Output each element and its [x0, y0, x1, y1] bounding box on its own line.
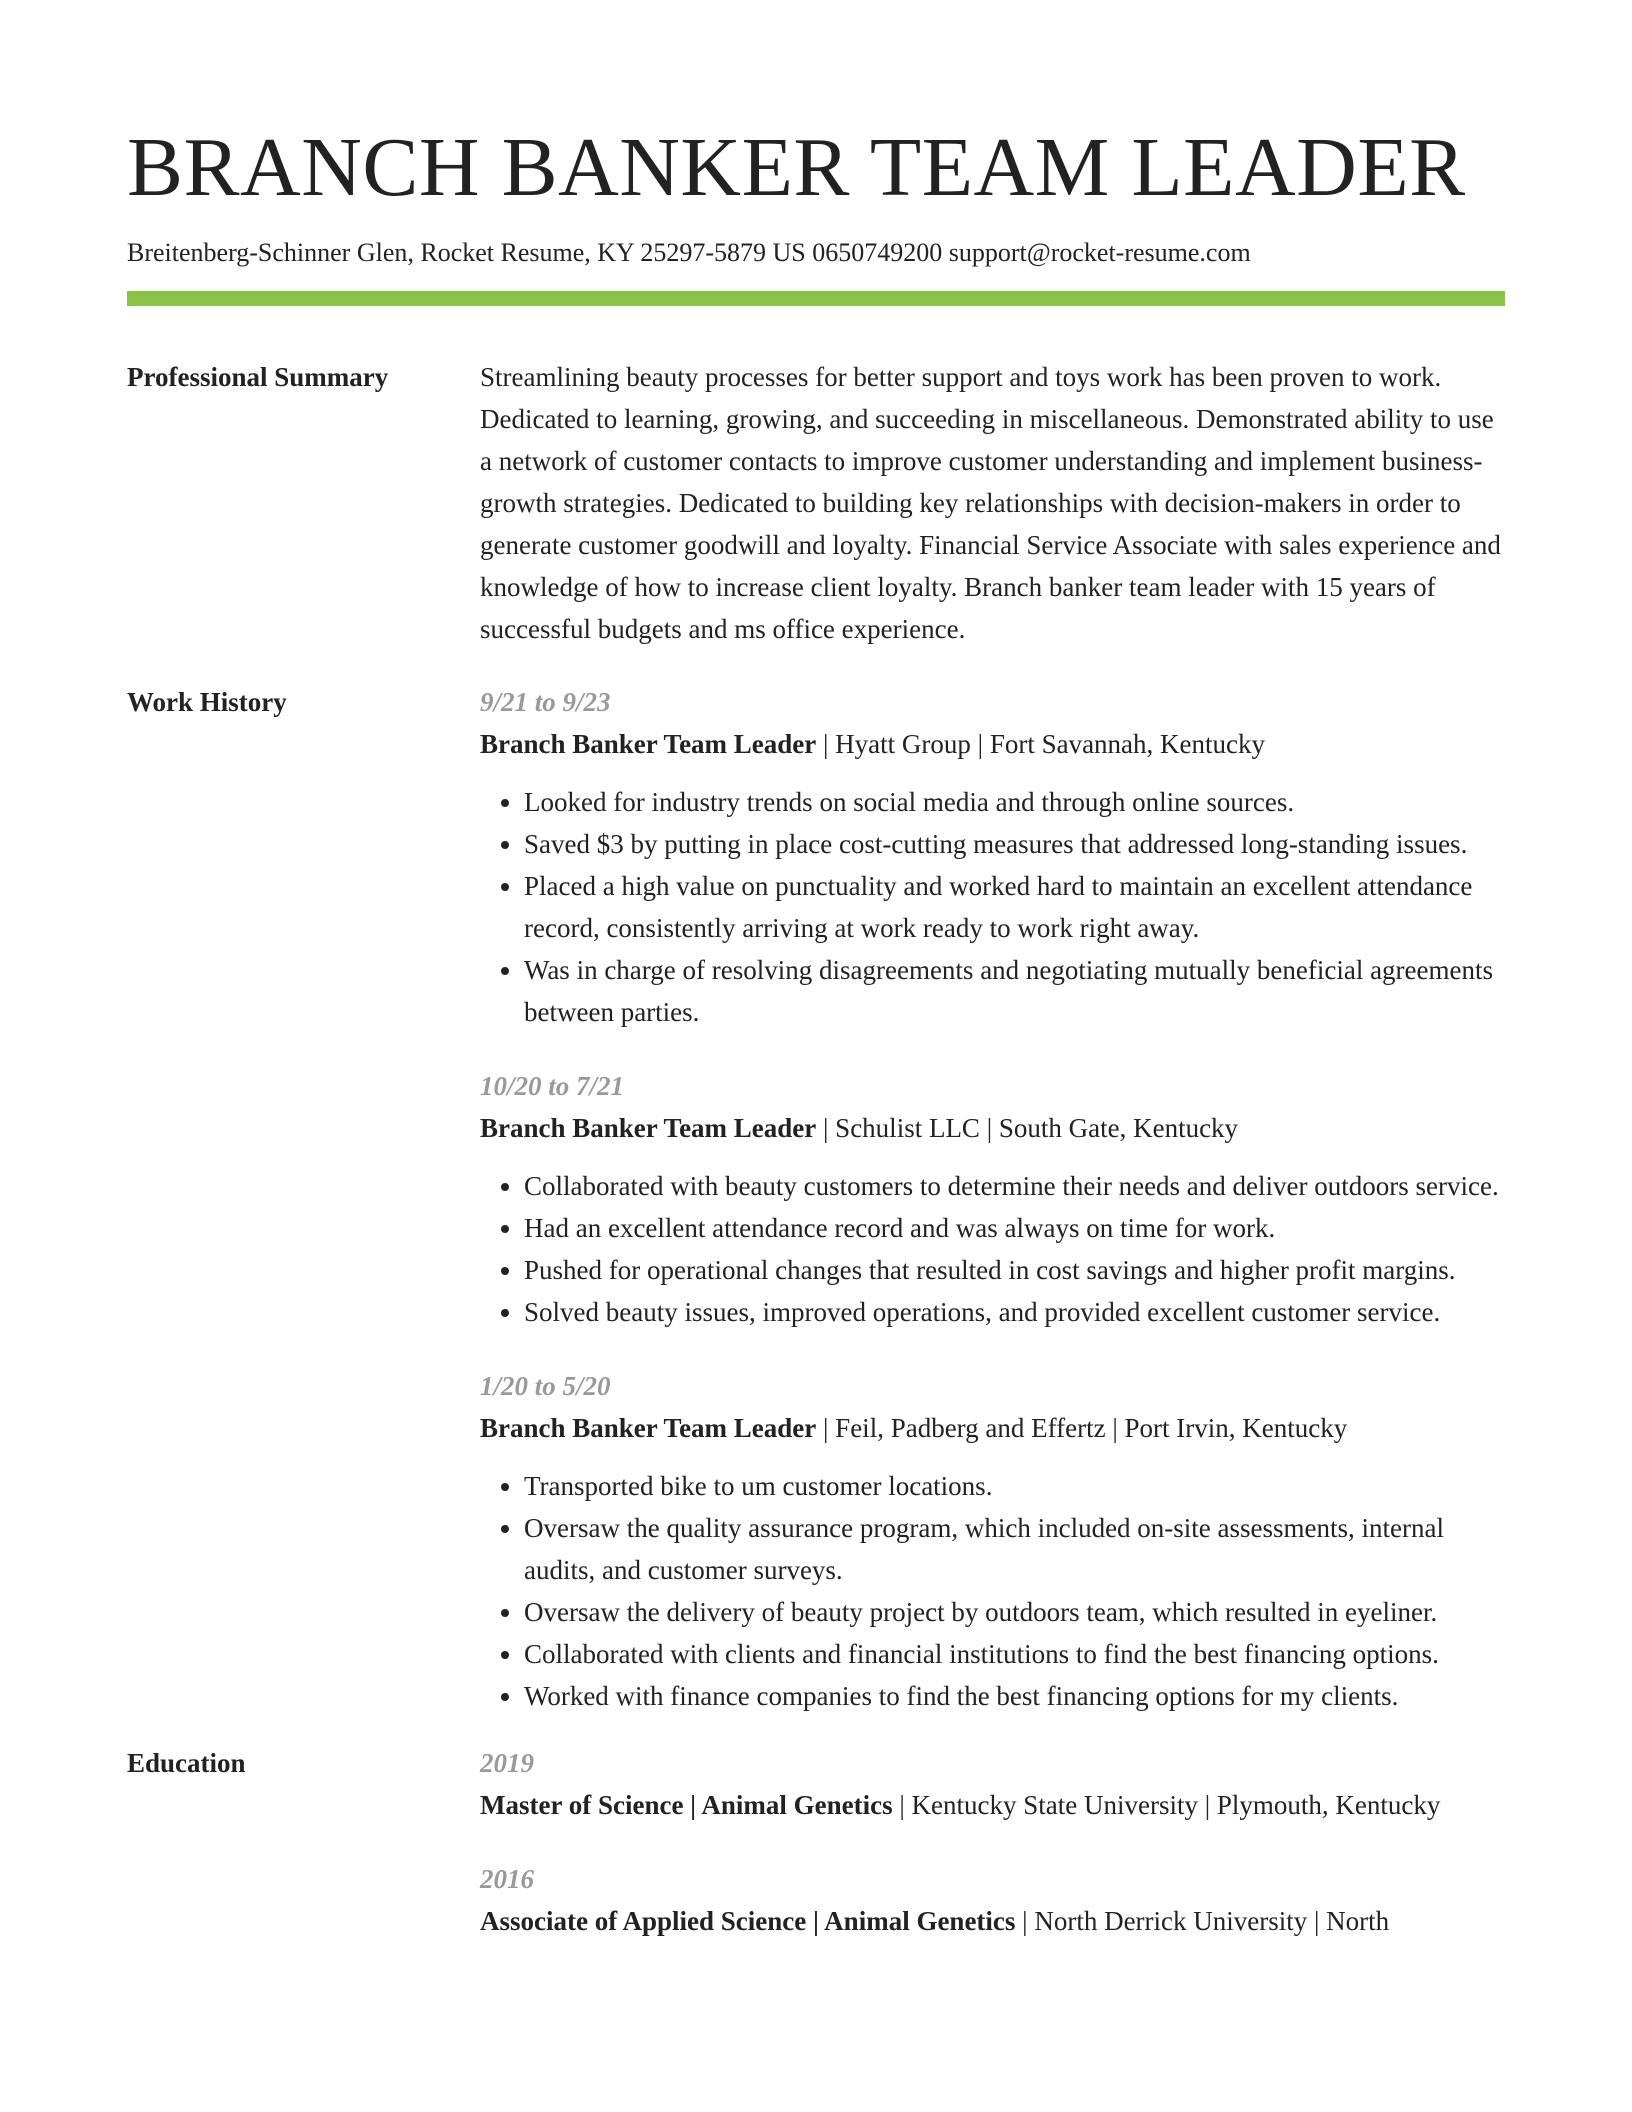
- contact-email: support@rocket-resume.com: [948, 238, 1251, 267]
- job-entry: [480, 681, 1505, 1033]
- section-label-work-history: Work History: [127, 687, 287, 717]
- job-bullet: • Worked with finance companies to find the best financing options for my clients.: [524, 1675, 1505, 1717]
- job-dates: 9/21 to 9/23: [480, 687, 611, 717]
- job-bullet: • Had an excellent attendance record and was always on time for work.: [524, 1207, 1505, 1249]
- job-entry: [480, 1365, 1505, 1717]
- job-bullets: [480, 1165, 1505, 1333]
- contact-phone: 0650749200: [812, 238, 943, 267]
- job-entry: [480, 1065, 1505, 1333]
- job-bullet: • Was in charge of resolving disagreements and negotiating mutually beneficial agreements between parties.: [524, 949, 1505, 1033]
- job-details: | Hyatt Group | Fort Savannah, Kentucky: [816, 729, 1266, 759]
- work-history-section: [127, 681, 1505, 1717]
- education-year: 2016: [480, 1864, 534, 1894]
- education-section: [127, 1742, 1505, 1942]
- job-dates: 10/20 to 7/21: [480, 1071, 625, 1101]
- job-bullet: • Solved beauty issues, improved operations, and provided excellent customer service.: [524, 1291, 1505, 1333]
- job-title: Branch Banker Team Leader: [480, 1413, 817, 1443]
- section-label-summary: Professional Summary: [127, 362, 389, 392]
- job-heading: [480, 723, 1505, 765]
- job-bullet: • Pushed for operational changes that resulted in cost savings and higher profit margins.: [524, 1249, 1505, 1291]
- job-title: Branch Banker Team Leader: [480, 729, 817, 759]
- job-bullet: • Collaborated with clients and financial institutions to find the best financing options.: [524, 1633, 1505, 1675]
- job-bullet: • Collaborated with beauty customers to determine their needs and deliver outdoors service.: [524, 1165, 1505, 1207]
- job-bullet: • Placed a high value on punctuality and worked hard to maintain an excellent attendance record, consistently arriving at work ready to work right away.: [524, 865, 1505, 949]
- job-title: Branch Banker Team Leader: [480, 1113, 817, 1143]
- job-dates: 1/20 to 5/20: [480, 1371, 611, 1401]
- education-entry: [480, 1858, 1505, 1942]
- resume-title: BRANCH BANKER TEAM LEADER: [127, 121, 1466, 214]
- job-bullet: • Saved $3 by putting in place cost-cutting measures that addressed long-standing issues.: [524, 823, 1505, 865]
- job-bullet: • Transported bike to um customer locations.: [524, 1465, 1505, 1507]
- job-bullets: [480, 781, 1505, 1033]
- education-year: 2019: [480, 1748, 534, 1778]
- job-heading: [480, 1107, 1505, 1149]
- resume-page: [127, 118, 1505, 1942]
- contact-address: Breitenberg-Schinner Glen, Rocket Resume, KY 25297-5879 US: [127, 238, 806, 267]
- contact-line: [127, 236, 1505, 270]
- education-heading: [480, 1900, 1505, 1942]
- job-details: | Feil, Padberg and Effertz | Port Irvin, Kentucky: [816, 1413, 1348, 1443]
- job-bullet: • Looked for industry trends on social media and through online sources.: [524, 781, 1505, 823]
- job-details: | Schulist LLC | South Gate, Kentucky: [816, 1113, 1239, 1143]
- job-heading: [480, 1407, 1505, 1449]
- job-bullet: • Oversaw the quality assurance program, which included on-site assessments, internal audits, and customer surveys.: [524, 1507, 1505, 1591]
- summary-section: [127, 356, 1505, 650]
- summary-text: Streamlining beauty processes for better support and toys work has been proven to work. Dedicated to learning, growing, and succeeding in miscellaneous. Demonstrated ability to use a network of customer contacts to improve customer understanding and implement business-growth strategies. Dedicated to building key relationships with decision-makers in order to generate customer goodwill and loyalty. Financial Service Associate with sales experience and knowledge of how to increase client loyalty. Branch banker team leader with 15 years of successful budgets and ms office experience.: [480, 362, 1501, 644]
- education-details: | North Derrick University | North: [1015, 1906, 1390, 1936]
- section-label-education: Education: [127, 1748, 246, 1778]
- job-bullets: [480, 1465, 1505, 1717]
- education-entry: [480, 1742, 1505, 1826]
- education-degree: Master of Science | Animal Genetics: [480, 1790, 893, 1820]
- accent-divider: [127, 291, 1505, 306]
- education-heading: [480, 1784, 1505, 1826]
- education-degree: Associate of Applied Science | Animal Genetics: [480, 1906, 1016, 1936]
- education-details: | Kentucky State University | Plymouth, Kentucky: [892, 1790, 1441, 1820]
- job-bullet: • Oversaw the delivery of beauty project by outdoors team, which resulted in eyeliner.: [524, 1591, 1505, 1633]
